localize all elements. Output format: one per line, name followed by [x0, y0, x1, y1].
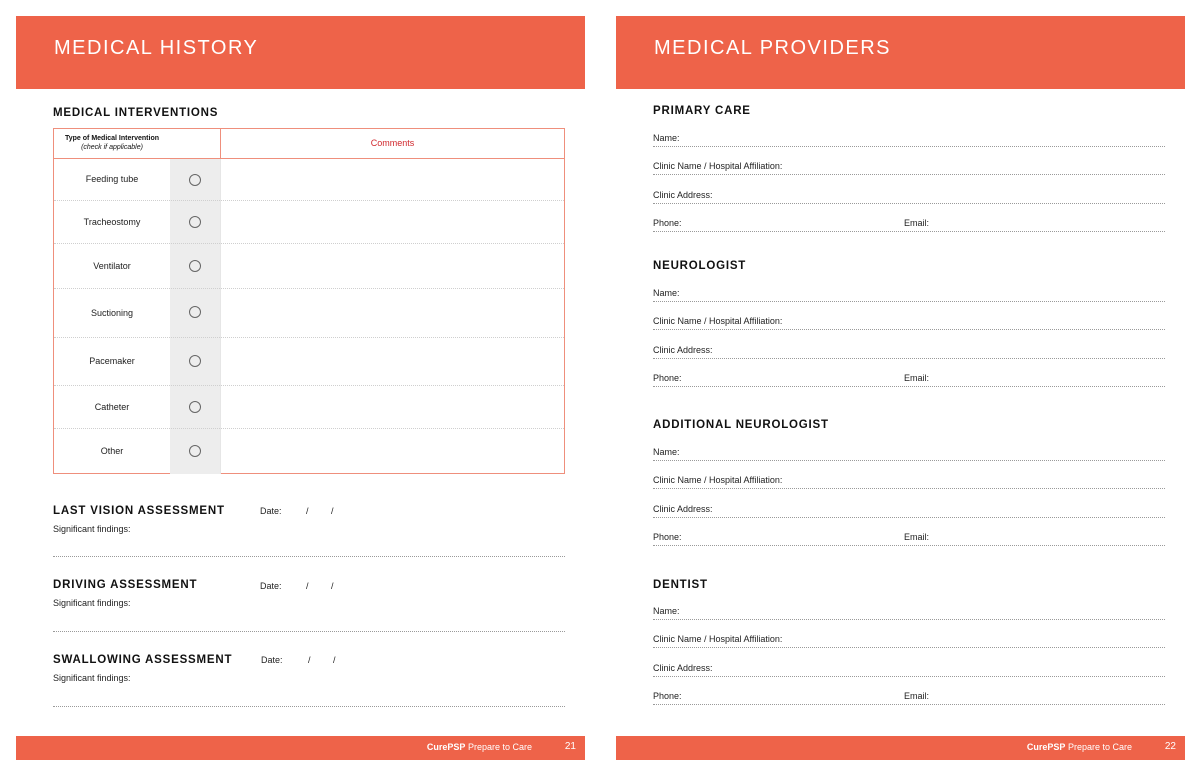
page-title: MEDICAL PROVIDERS	[654, 37, 892, 59]
other-radio[interactable]	[189, 445, 201, 457]
address-label: Clinic Address:	[653, 663, 713, 673]
name-label: Name:	[653, 447, 680, 457]
comments-column-header: Comments	[370, 138, 415, 148]
table-row	[54, 386, 564, 429]
type-column-note: (check if applicable)	[81, 144, 143, 151]
phone-label: Phone:	[653, 218, 682, 228]
address-label: Clinic Address:	[653, 190, 713, 200]
intervention-label: Suctioning	[90, 308, 134, 318]
driving-findings-line[interactable]	[53, 631, 565, 632]
table-row	[54, 159, 564, 201]
page-number: 21	[564, 741, 576, 752]
page-banner	[16, 16, 585, 89]
vision-findings-line[interactable]	[53, 556, 565, 557]
phone-label: Phone:	[653, 373, 682, 383]
findings-label: Significant findings:	[53, 673, 131, 683]
clinic-line[interactable]	[653, 488, 1165, 489]
address-line[interactable]	[653, 517, 1165, 518]
clinic-line[interactable]	[653, 329, 1165, 330]
page-title: MEDICAL HISTORY	[54, 37, 259, 59]
table-row	[54, 244, 564, 289]
clinic-label: Clinic Name / Hospital Affiliation:	[653, 634, 783, 644]
date-separator: /	[306, 581, 309, 591]
intervention-label: Ventilator	[93, 261, 131, 271]
feeding-tube-radio[interactable]	[189, 174, 201, 186]
address-label: Clinic Address:	[653, 345, 713, 355]
dentist-heading: DENTIST	[653, 579, 708, 591]
name-label: Name:	[653, 288, 680, 298]
date-label: Date:	[260, 581, 282, 591]
clinic-line[interactable]	[653, 174, 1165, 175]
email-label: Email:	[904, 373, 930, 383]
page-footer	[616, 736, 1185, 760]
suctioning-radio[interactable]	[189, 306, 201, 318]
pacemaker-radio[interactable]	[189, 355, 201, 367]
name-line[interactable]	[653, 619, 1165, 620]
date-separator: /	[333, 655, 336, 665]
type-column-header	[54, 134, 170, 152]
swallowing-findings-line[interactable]	[53, 706, 565, 707]
clinic-label: Clinic Name / Hospital Affiliation:	[653, 161, 783, 171]
phone-label: Phone:	[653, 532, 682, 542]
tracheostomy-radio[interactable]	[189, 216, 201, 228]
date-label: Date:	[261, 655, 283, 665]
neurologist-heading: NEUROLOGIST	[653, 260, 747, 272]
name-line[interactable]	[653, 460, 1165, 461]
date-separator: /	[331, 506, 334, 516]
phone-email-line[interactable]	[653, 704, 1165, 705]
left-page	[16, 0, 585, 776]
clinic-label: Clinic Name / Hospital Affiliation:	[653, 316, 783, 326]
additional-neurologist-heading: ADDITIONAL NEUROLOGIST	[653, 419, 829, 431]
name-line[interactable]	[653, 301, 1165, 302]
phone-email-line[interactable]	[653, 545, 1165, 546]
vision-assessment-title: LAST VISION ASSESSMENT	[53, 505, 225, 517]
email-label: Email:	[904, 218, 930, 228]
date-separator: /	[308, 655, 311, 665]
page-banner	[616, 16, 1185, 89]
address-label: Clinic Address:	[653, 504, 713, 514]
page-number: 22	[1164, 741, 1176, 752]
phone-email-line[interactable]	[653, 386, 1165, 387]
clinic-line[interactable]	[653, 647, 1165, 648]
findings-label: Significant findings:	[53, 524, 131, 534]
table-row	[54, 429, 564, 474]
catheter-radio[interactable]	[189, 401, 201, 413]
interventions-table	[53, 128, 565, 474]
phone-label: Phone:	[653, 691, 682, 701]
date-separator: /	[306, 506, 309, 516]
brand-name: CurePSP	[426, 742, 466, 752]
footer-brand	[427, 742, 532, 752]
clinic-label: Clinic Name / Hospital Affiliation:	[653, 475, 783, 485]
name-line[interactable]	[653, 146, 1165, 147]
intervention-label: Other	[100, 446, 124, 456]
brand-tagline: Prepare to Care	[1067, 742, 1132, 752]
brand-name: CurePSP	[1026, 742, 1066, 752]
date-label: Date:	[260, 506, 282, 516]
page-footer	[16, 736, 585, 760]
table-row	[54, 338, 564, 386]
table-row	[54, 201, 564, 244]
intervention-label: Pacemaker	[89, 356, 135, 366]
primary-care-heading: PRIMARY CARE	[653, 105, 751, 117]
interventions-heading: MEDICAL INTERVENTIONS	[53, 107, 219, 119]
address-line[interactable]	[653, 358, 1165, 359]
driving-assessment-title: DRIVING ASSESSMENT	[53, 579, 198, 591]
right-page	[616, 0, 1185, 776]
name-label: Name:	[653, 606, 680, 616]
brand-tagline: Prepare to Care	[467, 742, 532, 752]
table-header	[54, 129, 564, 159]
table-row	[54, 289, 564, 338]
ventilator-radio[interactable]	[189, 260, 201, 272]
phone-email-line[interactable]	[653, 231, 1165, 232]
swallowing-assessment-title: SWALLOWING ASSESSMENT	[53, 654, 233, 666]
type-column-title: Type of Medical Intervention	[65, 135, 159, 142]
findings-label: Significant findings:	[53, 598, 131, 608]
address-line[interactable]	[653, 203, 1165, 204]
date-separator: /	[331, 581, 334, 591]
email-label: Email:	[904, 532, 930, 542]
address-line[interactable]	[653, 676, 1165, 677]
email-label: Email:	[904, 691, 930, 701]
intervention-label: Feeding tube	[85, 174, 139, 184]
intervention-label: Catheter	[94, 402, 130, 412]
name-label: Name:	[653, 133, 680, 143]
intervention-label: Tracheostomy	[83, 217, 141, 227]
footer-brand	[1027, 742, 1132, 752]
